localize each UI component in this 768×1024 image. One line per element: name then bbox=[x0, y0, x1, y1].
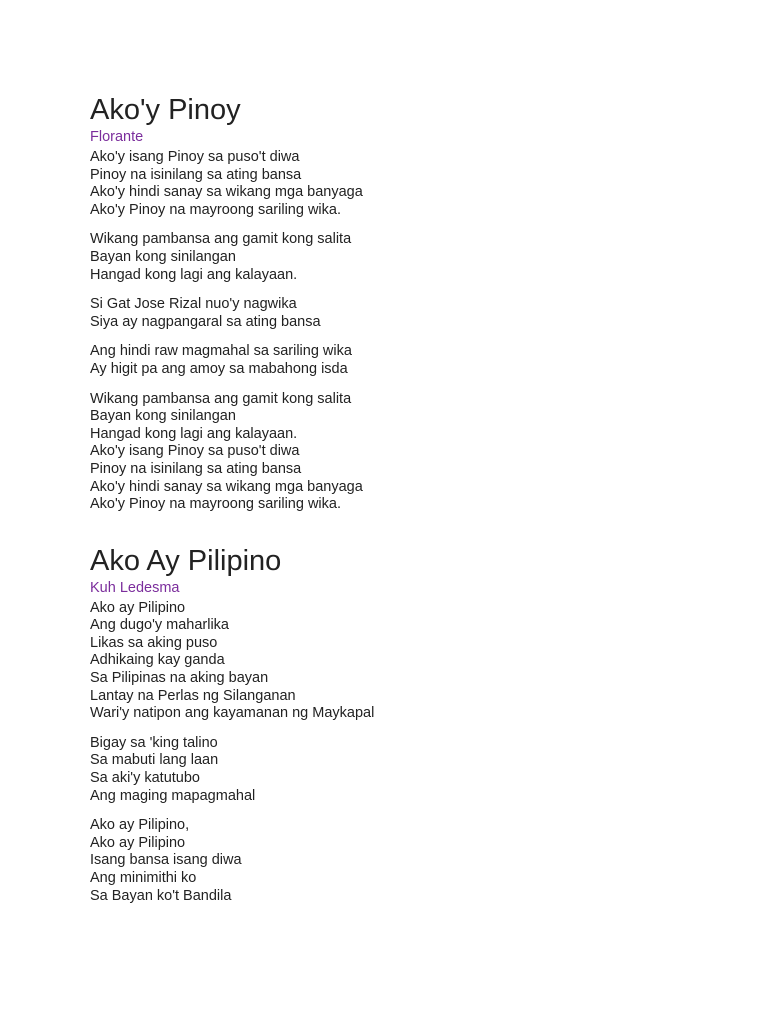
lyric-line: Ako'y isang Pinoy sa puso't diwa bbox=[90, 443, 300, 460]
song-section bbox=[90, 92, 690, 514]
lyric-line: Sa mabuti lang laan bbox=[90, 752, 219, 769]
song-artist: Florante bbox=[90, 129, 144, 145]
lyric-line: Ang minimithi ko bbox=[90, 870, 197, 886]
lyric-line: Wari'y natipon ang kayamanan ng Maykapal bbox=[90, 705, 375, 722]
song-section bbox=[90, 543, 690, 906]
lyric-line: Likas sa aking puso bbox=[90, 634, 218, 651]
song-title: Ako'y Pinoy bbox=[90, 94, 241, 126]
lyric-line: Ako'y hindi sanay sa wikang mga banyaga bbox=[90, 184, 363, 201]
lyric-line: Bayan kong sinilangan bbox=[90, 408, 236, 425]
lyric-stanza bbox=[90, 343, 690, 378]
lyric-line: Ako'y isang Pinoy sa puso't diwa bbox=[90, 149, 300, 165]
lyric-stanza bbox=[90, 149, 690, 219]
lyric-line: Siya ay nagpangaral sa ating bansa bbox=[90, 313, 321, 330]
lyric-line: Ako ay Pilipino bbox=[90, 834, 186, 851]
lyric-line: Ay higit pa ang amoy sa mabahong isda bbox=[90, 360, 348, 377]
song-title: Ako Ay Pilipino bbox=[90, 544, 282, 577]
lyric-line: Bayan kong sinilangan bbox=[90, 248, 236, 265]
lyrics-document bbox=[90, 92, 690, 905]
lyric-stanza bbox=[90, 296, 690, 331]
lyric-line: Lantay na Perlas ng Silanganan bbox=[90, 687, 296, 704]
lyric-line: Ako'y hindi sanay sa wikang mga banyaga bbox=[90, 478, 363, 495]
lyric-line: Ako'y Pinoy na mayroong sariling wika. bbox=[90, 496, 341, 513]
lyric-line: Ako'y Pinoy na mayroong sariling wika. bbox=[90, 201, 341, 218]
lyric-line: Wikang pambansa ang gamit kong salita bbox=[90, 390, 352, 407]
lyric-line: Ako ay Pilipino, bbox=[90, 817, 190, 834]
lyric-stanza bbox=[90, 231, 690, 284]
lyric-stanza bbox=[90, 735, 690, 805]
lyric-stanza bbox=[90, 600, 690, 723]
lyric-line: Ang hindi raw magmahal sa sariling wika bbox=[90, 343, 352, 360]
lyric-stanza bbox=[90, 391, 690, 514]
lyric-line: Hangad kong lagi ang kalayaan. bbox=[90, 266, 298, 283]
song-artist: Kuh Ledesma bbox=[90, 579, 180, 596]
lyric-line: Hangad kong lagi ang kalayaan. bbox=[90, 425, 298, 442]
lyric-line: Ang maging mapagmahal bbox=[90, 787, 256, 804]
lyric-line: Sa Bayan ko't Bandila bbox=[90, 887, 232, 904]
lyric-line: Adhikaing kay ganda bbox=[90, 652, 225, 669]
lyric-line: Ang dugo'y maharlika bbox=[90, 617, 229, 634]
lyric-line: Bigay sa 'king talino bbox=[90, 734, 218, 751]
lyric-line: Pinoy na isinilang sa ating bansa bbox=[90, 166, 302, 183]
lyric-line: Sa aki'y katutubo bbox=[90, 770, 200, 787]
lyric-line: Sa Pilipinas na aking bayan bbox=[90, 670, 269, 687]
lyric-line: Pinoy na isinilang sa ating bansa bbox=[90, 460, 302, 477]
lyric-line: Ako ay Pilipino bbox=[90, 599, 186, 616]
lyric-line: Wikang pambansa ang gamit kong salita bbox=[90, 231, 352, 248]
lyric-stanza bbox=[90, 817, 690, 905]
lyric-line: Isang bansa isang diwa bbox=[90, 852, 242, 869]
lyric-line: Si Gat Jose Rizal nuo'y nagwika bbox=[90, 296, 297, 313]
